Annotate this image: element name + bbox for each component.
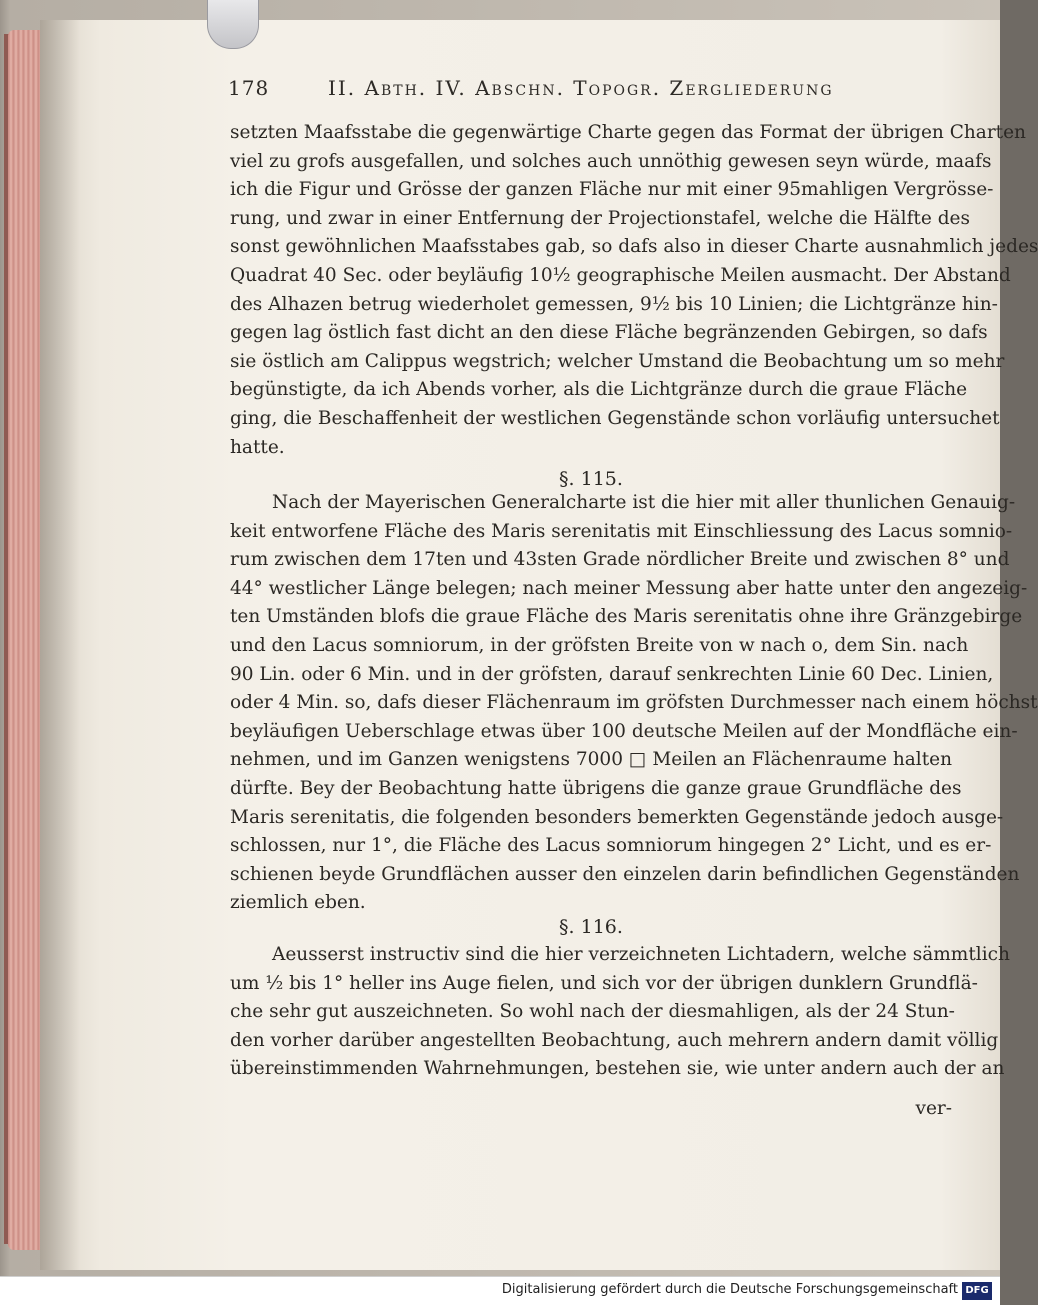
- text-line: keit entworfene Fläche des Maris serenitatis mit Einschliessung des Lacus somnio-: [230, 520, 1013, 542]
- text-line: übereinstimmenden Wahrnehmungen, bestehen sie, wie unter andern auch der an: [230, 1058, 1005, 1080]
- text-line: beyläufigen Ueberschlage etwas über 100 deutsche Meilen auf der Mondfläche ein-: [230, 720, 1018, 742]
- text-line: viel zu grofs ausgefallen, und solches auch unnöthig gewesen seyn würde, maafs: [230, 150, 992, 172]
- text-line: Maris serenitatis, die folgenden besonders bemerkten Gegenstände jedoch ausge-: [230, 806, 1004, 828]
- text-line: und den Lacus somniorum, in der gröfsten Breite von w nach o, dem Sin. nach: [230, 635, 969, 656]
- catchword: ver-: [915, 1098, 952, 1119]
- section-heading-115: §. 115.: [559, 468, 623, 490]
- text-line: ziemlich eben.: [230, 892, 366, 914]
- text-line: oder 4 Min. so, dafs dieser Flächenraum im gröfsten Durchmesser nach einem höchst: [230, 692, 1038, 714]
- text-line: 44° westlicher Länge belegen; nach meiner Messung aber hatte unter den angezeig-: [230, 577, 1028, 599]
- text-line: ten Umständen blofs die graue Fläche des Maris serenitatis ohne ihre Gränzgebirge: [230, 606, 1023, 628]
- text-line: sie östlich am Calippus wegstrich; welcher Umstand die Beobachtung um so mehr: [230, 350, 1005, 372]
- page-number: 178: [228, 76, 270, 100]
- text-line: um ½ bis 1° heller ins Auge fielen, und sich vor der übrigen dunklern Grundflä-: [230, 972, 978, 994]
- text-line: setzten Maafsstabe die gegenwärtige Charte gegen das Format der übrigen Charten: [230, 122, 1026, 143]
- text-line: Aeusserst instructiv sind die hier verzeichneten Lichtadern, welche sämmtlich: [272, 944, 1010, 965]
- text-line: den vorher darüber angestellten Beobachtung, auch mehrern andern damit völlig: [230, 1029, 999, 1051]
- page-clip-icon: [207, 0, 259, 49]
- section-heading-116: §. 116.: [559, 916, 623, 938]
- text-line: 90 Lin. oder 6 Min. und in der gröfsten, darauf senkrechten Linie 60 Dec. Linien,: [230, 663, 994, 685]
- text-line: rung, und zwar in einer Entfernung der Projectionstafel, welche die Hälfte des: [230, 207, 970, 229]
- text-line: Quadrat 40 Sec. oder beyläufig 10½ geographische Meilen ausmacht. Der Abstand: [230, 265, 1011, 286]
- text-line: che sehr gut auszeichneten. So wohl nach der diesmahligen, als der 24 Stun-: [230, 1001, 955, 1023]
- text-line: Nach der Mayerischen Generalcharte ist die hier mit aller thunlichen Genauig-: [272, 492, 1016, 513]
- running-header: [228, 76, 950, 108]
- digitization-footer: [0, 1276, 1000, 1305]
- text-line: schienen beyde Grundflächen ausser den einzelen darin befindlichen Gegenständen: [230, 863, 1020, 885]
- text-line: dürfte. Bey der Beobachtung hatte übrigens die ganze graue Grundfläche des: [230, 778, 962, 799]
- text-line: begünstigte, da ich Abends vorher, als die Lichtgränze durch die graue Fläche: [230, 379, 968, 401]
- running-head-title: II. Abth. IV. Abschn. Topogr. Zergliederung: [328, 76, 834, 100]
- page-gutter-shadow: [40, 20, 80, 1270]
- text-line: des Alhazen betrug wiederholet gemessen, 9½ bis 10 Linien; die Lichtgränze hin-: [230, 293, 998, 315]
- text-line: ging, die Beschaffenheit der westlichen Gegenstände schon vorläufig untersuchet: [230, 408, 1000, 429]
- dfg-logo-icon: DFG: [962, 1282, 992, 1300]
- text-line: ich die Figur und Grösse der ganzen Fläche nur mit einer 95mahligen Vergrösse-: [230, 179, 994, 201]
- text-line: gegen lag östlich fast dicht an den diese Fläche begränzenden Gebirgen, so dafs: [230, 322, 988, 344]
- text-line: rum zwischen dem 17ten und 43sten Grade nördlicher Breite und zwischen 8° und: [230, 549, 1010, 571]
- footer-credit: Digitalisierung gefördert durch die Deutsche Forschungsgemeinschaft: [501, 1282, 958, 1297]
- text-line: schlossen, nur 1°, die Fläche des Lacus somniorum hingegen 2° Licht, und es er-: [230, 835, 992, 857]
- text-line: nehmen, und im Ganzen wenigstens 7000 □ Meilen an Flächenraume halten: [230, 749, 952, 771]
- text-line: hatte.: [230, 436, 285, 458]
- text-line: sonst gewöhnlichen Maafsstabes gab, so dafs also in dieser Charte ausnahmlich jedes: [230, 236, 1038, 258]
